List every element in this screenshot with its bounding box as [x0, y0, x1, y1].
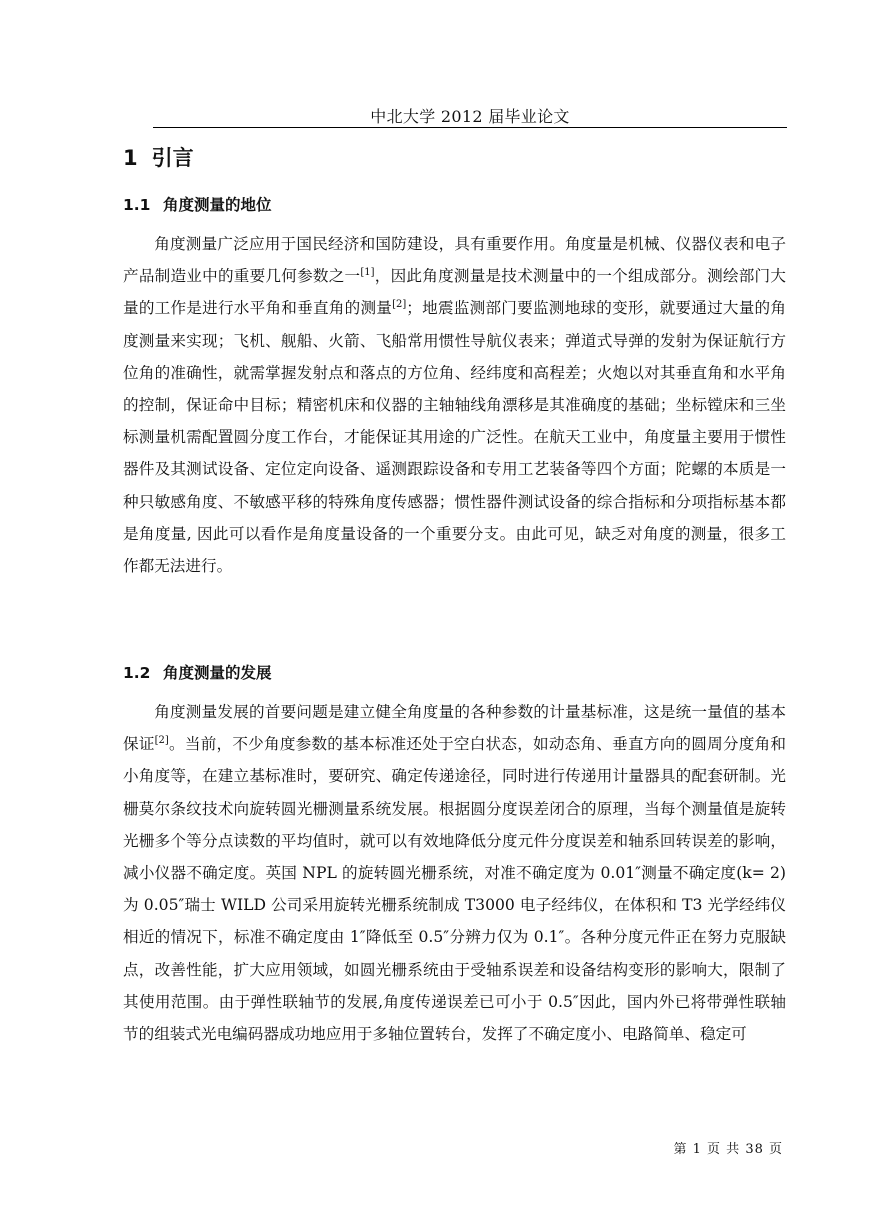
paragraph-text: 。当前，不少角度参数的基本标准还处于空白状态，如动态角、垂直方向的圆周分度角和小角度等，在建立基标准时，要研究、确定传递途径，同时进行传递用计量器具的配套研制。光栅莫尔条纹技术向旋转圆光栅测量系统发展。根据圆分度误差闭合的原理，当每个测量值是旋转光栅多个等分点读数的平均值时，就可以有效地降低分度元件分度误差和轴系回转误差的影响，减小仪器不确定度。英国 NPL 的旋转圆光栅系统，对准不确定度为 0.01″测量不确定度(k= 2) 为 0.05″瑞士 WILD 公司采用旋转光栅系统制成 T3000 电子经纬仪，在体积和 T3 光学经纬仪相近的情况下，标准不确定度由 1″降低至 0.5″分辨力仅为 0.1″。各种分度元件正在努力克服缺点，改善性能，扩大应用领域，如圆光栅系统由于受轴系误差和设备结构变形的影响大，限制了其使用范围。由于弹性联轴节的发展,角度传递误差已可小于 0.5″因此，国内外已将带弹性联轴节的组装式光电编码器成功地应用于多轴位置转台，发挥了不确定度小、电路简单、稳定可: [123, 735, 786, 1044]
chapter-number: 1: [123, 146, 138, 170]
paragraph-angle-status: [123, 228, 786, 582]
chapter-title-text: 引言: [151, 146, 194, 170]
citation: [2]: [392, 299, 407, 311]
paragraph-text: 角度测量发展的首要问题是建立健全角度量的各种参数的计量基标准，这是统一量值的基本保证: [123, 703, 786, 754]
section-number: 1.2: [123, 664, 151, 682]
section-title-text: 角度测量的地位: [163, 196, 272, 214]
citation: [1]: [360, 267, 375, 279]
section-title-1-1: [123, 193, 272, 215]
running-header: 中北大学 2012 届毕业论文: [370, 107, 570, 126]
section-title-text: 角度测量的发展: [163, 664, 272, 682]
paragraph-text: 角度测量广泛应用于国民经济和国防建设，具有重要作用。角度量是机械、仪器仪表和电子产品制造业中的重要几何参数之一: [123, 235, 786, 286]
citation: [2]: [154, 735, 169, 747]
chapter-title: [123, 142, 194, 172]
section-title-1-2: [123, 661, 272, 683]
section-number: 1.1: [123, 196, 151, 214]
page-number-footer: 第 1 页 共 38 页: [673, 1142, 783, 1157]
paragraph-text: ，因此角度测量是技术测量中的一个组成部分。测绘部门大量的工作是进行水平角和垂直角的测量: [123, 267, 786, 318]
paragraph-angle-development: [123, 696, 786, 1050]
paragraph-text: ；地震监测部门要监测地球的变形，就要通过大量的角度测量来实现；飞机、舰船、火箭、飞船常用惯性导航仪表来；弹道式导弹的发射为保证航行方位角的准确性，就需掌握发射点和落点的方位角、经纬度和高程差；火炮以对其垂直角和水平角的控制，保证命中目标；精密机床和仪器的主轴轴线角漂移是其准确度的基础；坐标镗床和三坐标测量机需配置圆分度工作台，才能保证其用途的广泛性。在航天工业中，角度量主要用于惯性器件及其测试设备、定位定向设备、遥测跟踪设备和专用工艺装备等四个方面；陀螺的本质是一种只敏感角度、不敏感平移的特殊角度传感器；惯性器件测试设备的综合指标和分项指标基本都是角度量, 因此可以看作是角度量设备的一个重要分支。由此可见，缺乏对角度的测量，很多工作都无法进行。: [123, 299, 786, 576]
header-rule: [153, 127, 787, 128]
